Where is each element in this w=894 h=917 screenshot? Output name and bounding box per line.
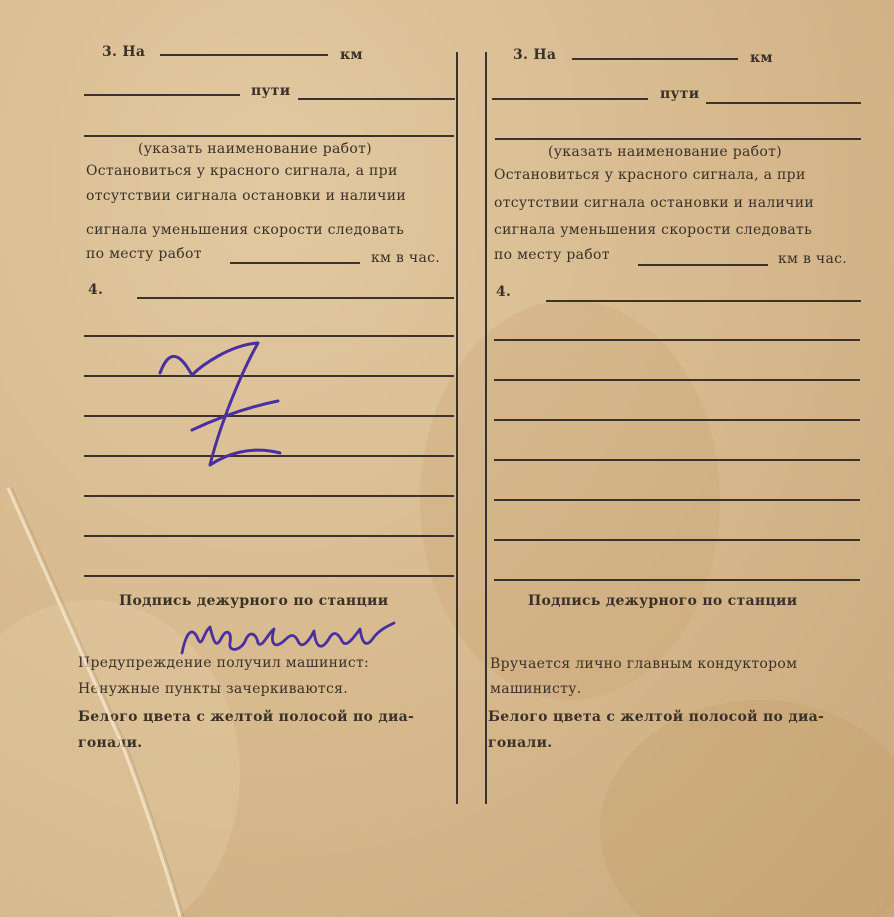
instruction-line-3: сигнала уменьшения скорости следовать — [494, 222, 813, 238]
item3-km: км — [340, 47, 363, 63]
color-note-1: Белого цвета с желтой полосой по диа- — [78, 709, 415, 725]
instruction-line-2: отсутствии сигнала остановки и наличии — [86, 188, 406, 204]
item4-label: 4. — [496, 284, 512, 300]
instruction-line-2: отсутствии сигнала остановки и наличии — [494, 195, 814, 211]
works-hint: (указать наименование работ) — [548, 144, 782, 160]
color-note-1: Белого цвета с желтой полосой по диа- — [488, 709, 825, 725]
speed-unit: км в час. — [371, 250, 441, 266]
item4-label: 4. — [88, 282, 104, 298]
speed-label: по месту работ — [494, 247, 610, 263]
handover-recipient: машинисту. — [490, 681, 582, 697]
instruction-line-1: Остановиться у красного сигнала, а при — [494, 167, 806, 183]
instruction-line-1: Остановиться у красного сигнала, а при — [86, 163, 398, 179]
track-label: пути — [660, 86, 700, 102]
color-note-2: гонали. — [78, 735, 143, 751]
strike-note: Ненужные пункты зачеркиваются. — [78, 681, 348, 697]
warning-received: Предупреждение получил машинист: — [78, 655, 370, 671]
handover-note: Вручается лично главным кондуктором — [490, 656, 798, 672]
works-hint: (указать наименование работ) — [138, 141, 372, 157]
color-note-2: гонали. — [488, 735, 553, 751]
instruction-line-3: сигнала уменьшения скорости следовать — [86, 222, 405, 238]
track-label: пути — [251, 83, 291, 99]
item3-label: 3. На — [102, 44, 146, 60]
signature-label: Подпись дежурного по станции — [119, 593, 389, 609]
item3-label: 3. На — [513, 47, 557, 63]
speed-label: по месту работ — [86, 246, 202, 262]
speed-unit: км в час. — [778, 251, 848, 267]
signature-label: Подпись дежурного по станции — [528, 593, 798, 609]
item3-km: км — [750, 50, 773, 66]
